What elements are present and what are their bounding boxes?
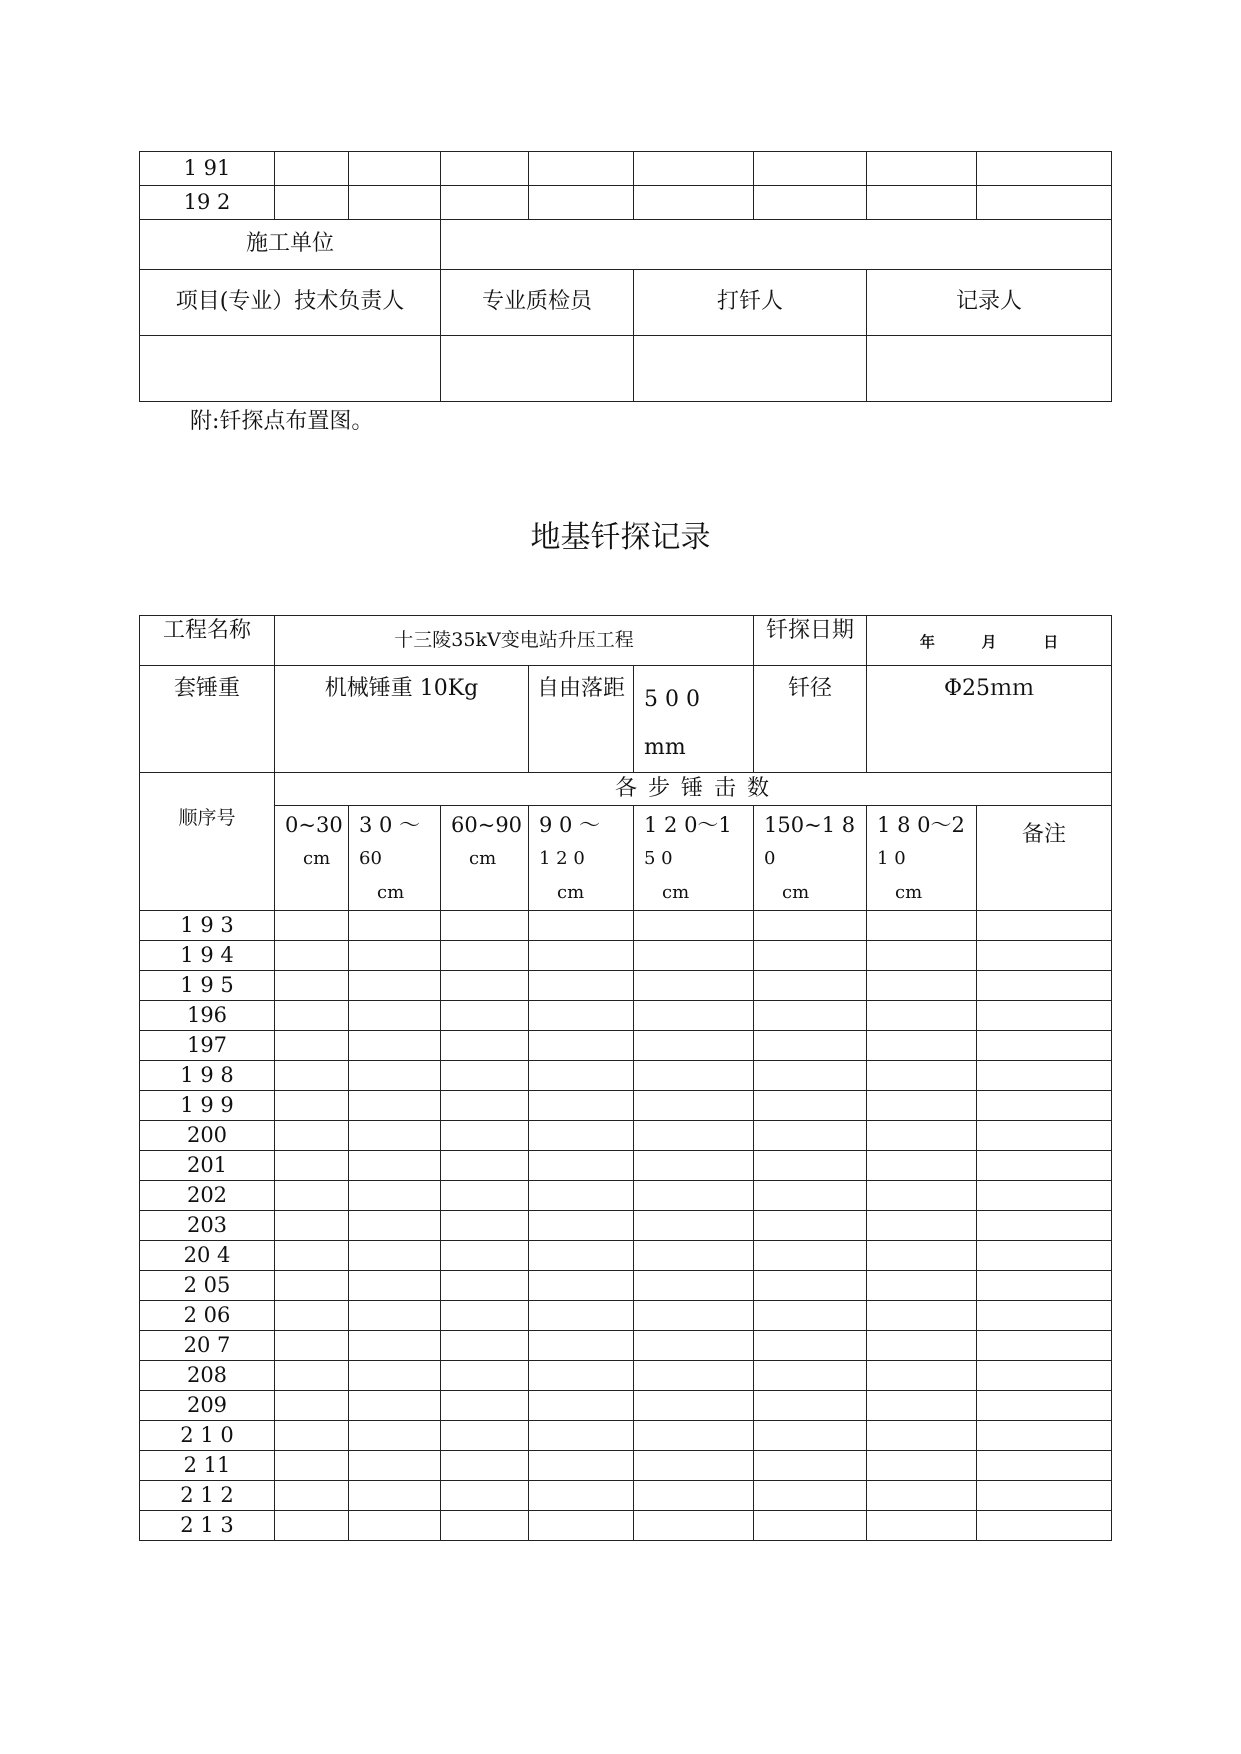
seq-cell: 1 9 9 — [140, 1091, 275, 1121]
blow-count-cell — [977, 1211, 1112, 1241]
seq-cell: 203 — [140, 1211, 275, 1241]
table-row — [140, 1451, 1112, 1481]
construction-unit-value — [441, 220, 1112, 270]
blow-count-cell — [754, 1181, 867, 1211]
blow-count-cell — [441, 1121, 529, 1151]
blow-count-cell — [634, 1361, 754, 1391]
blow-count-cell — [867, 1331, 977, 1361]
table-row — [140, 1211, 1112, 1241]
blow-count-cell — [867, 941, 977, 971]
table-row — [140, 1091, 1112, 1121]
blow-count-cell — [977, 1241, 1112, 1271]
blow-count-cell — [529, 1121, 634, 1151]
construction-unit-label: 施工单位 — [140, 220, 441, 270]
blow-count-cell — [977, 1031, 1112, 1061]
blow-count-cell — [754, 1391, 867, 1421]
blow-count-cell — [441, 1151, 529, 1181]
blow-count-cell — [349, 941, 441, 971]
blow-count-cell — [977, 1391, 1112, 1421]
blow-count-cell — [441, 1391, 529, 1421]
blow-count-cell — [634, 1451, 754, 1481]
blow-count-cell — [634, 1331, 754, 1361]
seq-cell: 2 11 — [140, 1451, 275, 1481]
blow-count-cell — [349, 1421, 441, 1451]
blow-count-cell — [529, 1271, 634, 1301]
blow-count-cell — [634, 1271, 754, 1301]
blow-count-cell — [634, 1151, 754, 1181]
free-fall-unit: mm — [644, 735, 686, 760]
blow-count-cell — [977, 1511, 1112, 1541]
blow-count-cell — [977, 1151, 1112, 1181]
blow-count-cell — [754, 1091, 867, 1121]
blow-count-cell — [275, 1271, 349, 1301]
driller-label: 打钎人 — [634, 270, 867, 336]
blow-count-cell — [275, 1151, 349, 1181]
blow-count-cell — [754, 971, 867, 1001]
blow-count-cell — [754, 941, 867, 971]
seq-cell: 1 91 — [140, 152, 275, 186]
blow-count-cell — [867, 1511, 977, 1541]
blow-count-cell — [977, 1091, 1112, 1121]
seq-cell: 196 — [140, 1001, 275, 1031]
blow-count-cell — [349, 1151, 441, 1181]
tech-lead-label: 项目(专业）技术负责人 — [140, 270, 441, 336]
depth-range-line: 0~30 — [285, 813, 343, 837]
blow-count-cell — [529, 1061, 634, 1091]
seq-cell: 20 7 — [140, 1331, 275, 1361]
depth-range-header — [441, 806, 529, 911]
blow-count-cell — [754, 1001, 867, 1031]
table-row — [140, 1421, 1112, 1451]
depth-range-line: 60~90 — [451, 813, 523, 837]
blow-count-cell — [529, 1151, 634, 1181]
remark-label: 备注 — [977, 806, 1112, 911]
depth-range-line: cm — [557, 882, 585, 903]
table-row — [140, 1481, 1112, 1511]
blow-count-cell — [977, 1421, 1112, 1451]
blow-count-cell — [529, 1181, 634, 1211]
blow-count-cell — [977, 911, 1112, 941]
table-row — [140, 1511, 1112, 1541]
blow-count-cell — [441, 1271, 529, 1301]
blow-count-cell — [634, 1181, 754, 1211]
recorder-signature — [867, 336, 1112, 402]
blow-count-cell — [529, 1241, 634, 1271]
seq-cell: 2 1 2 — [140, 1481, 275, 1511]
blow-count-cell — [977, 1181, 1112, 1211]
blow-count-cell — [275, 1301, 349, 1331]
seq-cell: 20 4 — [140, 1241, 275, 1271]
depth-range-header — [867, 806, 977, 911]
blow-count-cell — [441, 1211, 529, 1241]
table-row — [140, 152, 1112, 186]
blow-count-cell — [634, 1211, 754, 1241]
blow-count-cell — [349, 1091, 441, 1121]
blow-count-cell — [867, 1241, 977, 1271]
blow-count-cell — [275, 1331, 349, 1361]
blow-count-cell — [275, 1211, 349, 1241]
blow-count-cell — [754, 1421, 867, 1451]
blow-count-cell — [441, 1001, 529, 1031]
blow-count-cell — [529, 1361, 634, 1391]
blow-count-cell — [441, 1451, 529, 1481]
seq-cell: 200 — [140, 1121, 275, 1151]
project-name-value: 十三陵35kV变电站升压工程 — [275, 616, 754, 666]
blow-count-cell — [754, 1211, 867, 1241]
blow-counts-label: 各 步 锤 击 数 — [275, 773, 1112, 806]
blow-count-cell — [529, 1091, 634, 1121]
depth-range-line: cm — [303, 848, 331, 869]
blow-count-cell — [634, 1001, 754, 1031]
blow-count-cell — [634, 1121, 754, 1151]
blow-count-cell — [977, 941, 1112, 971]
blow-count-cell — [529, 971, 634, 1001]
blow-count-cell — [867, 1001, 977, 1031]
blow-count-cell — [441, 1091, 529, 1121]
blow-count-cell — [754, 1361, 867, 1391]
blow-count-cell — [275, 1061, 349, 1091]
probe-date-value — [867, 616, 1112, 666]
table-row — [140, 1151, 1112, 1181]
table-row — [140, 1271, 1112, 1301]
table-row — [140, 1031, 1112, 1061]
blow-count-cell — [275, 1181, 349, 1211]
blow-count-cell — [867, 971, 977, 1001]
depth-range-line: cm — [895, 882, 923, 903]
blow-count-cell — [441, 1481, 529, 1511]
table-row — [140, 1241, 1112, 1271]
blow-count-cell — [529, 1301, 634, 1331]
blow-count-cell — [349, 1361, 441, 1391]
seq-cell: 202 — [140, 1181, 275, 1211]
blow-count-cell — [349, 1481, 441, 1511]
blow-count-cell — [634, 971, 754, 1001]
depth-range-line: 150~1 8 — [764, 813, 856, 837]
probe-record-table — [139, 615, 1112, 1541]
blow-count-cell — [867, 1211, 977, 1241]
blow-count-cell — [529, 1001, 634, 1031]
blow-count-cell — [441, 1511, 529, 1541]
depth-range-line: cm — [662, 882, 690, 903]
blow-count-cell — [441, 971, 529, 1001]
blow-count-cell — [349, 1181, 441, 1211]
depth-range-line: 5 0 — [644, 848, 673, 869]
quality-inspector-label: 专业质检员 — [441, 270, 634, 336]
blow-count-cell — [754, 1451, 867, 1481]
blow-count-cell — [275, 911, 349, 941]
depth-range-line: 3 0 ～ — [359, 813, 421, 837]
seq-cell: 209 — [140, 1391, 275, 1421]
blow-count-cell — [634, 1421, 754, 1451]
blow-count-cell — [754, 1241, 867, 1271]
hammer-label: 套锤重 — [140, 666, 275, 773]
blow-count-cell — [349, 1511, 441, 1541]
blow-count-cell — [529, 1451, 634, 1481]
blow-count-cell — [754, 1331, 867, 1361]
blow-count-cell — [754, 1061, 867, 1091]
blow-count-cell — [275, 1241, 349, 1271]
quality-inspector-signature — [441, 336, 634, 402]
blow-count-cell — [754, 1301, 867, 1331]
blow-count-cell — [867, 1481, 977, 1511]
depth-range-line: cm — [377, 882, 405, 903]
table-row — [140, 911, 1112, 941]
blow-count-cell — [634, 1511, 754, 1541]
blow-count-cell — [529, 911, 634, 941]
blow-count-cell — [634, 941, 754, 971]
blow-count-cell — [634, 1391, 754, 1421]
blow-count-cell — [867, 911, 977, 941]
blow-count-cell — [275, 1451, 349, 1481]
blow-count-cell — [529, 1331, 634, 1361]
attachment-note: 附:钎探点布置图。 — [190, 409, 374, 434]
depth-range-line: 1 2 0～1 — [644, 813, 732, 837]
seq-cell: 197 — [140, 1031, 275, 1061]
blow-count-cell — [275, 1031, 349, 1061]
blow-count-cell — [349, 1121, 441, 1151]
seq-cell: 19 2 — [140, 186, 275, 220]
blow-count-cell — [754, 1151, 867, 1181]
free-fall-number: 5 0 0 — [644, 687, 700, 712]
blow-count-cell — [275, 1001, 349, 1031]
table-row — [140, 1121, 1112, 1151]
blow-count-cell — [977, 1271, 1112, 1301]
blow-count-cell — [754, 911, 867, 941]
depth-range-line: 0 — [764, 848, 776, 869]
blow-count-cell — [349, 1451, 441, 1481]
blow-count-cell — [754, 1271, 867, 1301]
depth-range-header — [349, 806, 441, 911]
blow-count-cell — [867, 1151, 977, 1181]
free-fall-value — [634, 666, 754, 773]
depth-range-line: cm — [469, 848, 497, 869]
page-title: 地基钎探记录 — [530, 520, 711, 555]
blow-count-cell — [977, 1001, 1112, 1031]
blow-count-cell — [529, 1421, 634, 1451]
blow-count-cell — [977, 1121, 1112, 1151]
blow-count-cell — [441, 911, 529, 941]
depth-range-line: 1 8 0～2 — [877, 813, 965, 837]
blow-count-cell — [529, 1391, 634, 1421]
blow-count-cell — [349, 971, 441, 1001]
blow-count-cell — [977, 1061, 1112, 1091]
blow-count-cell — [441, 1421, 529, 1451]
blow-count-cell — [529, 1211, 634, 1241]
depth-range-line: 60 — [359, 848, 382, 869]
blow-count-cell — [977, 1481, 1112, 1511]
depth-range-header — [275, 806, 349, 911]
blow-count-cell — [634, 1481, 754, 1511]
blow-count-cell — [349, 1241, 441, 1271]
free-fall-label: 自由落距 — [529, 666, 634, 773]
date-day: 日 — [1043, 632, 1059, 651]
hammer-value: 机械锤重 10Kg — [275, 666, 529, 773]
blow-count-cell — [977, 1451, 1112, 1481]
table-row — [140, 1331, 1112, 1361]
blow-count-cell — [754, 1481, 867, 1511]
depth-range-line: 1 0 — [877, 848, 906, 869]
table-row — [140, 186, 1112, 220]
blow-count-cell — [441, 1241, 529, 1271]
seq-cell: 208 — [140, 1361, 275, 1391]
seq-cell: 1 9 3 — [140, 911, 275, 941]
depth-range-line: 9 0 ～ — [539, 813, 601, 837]
table-row — [140, 1061, 1112, 1091]
date-month: 月 — [981, 632, 997, 651]
diameter-value: Φ25ｍｍ — [867, 666, 1112, 773]
blow-count-cell — [867, 1181, 977, 1211]
blow-count-cell — [349, 1211, 441, 1241]
blow-count-cell — [634, 911, 754, 941]
blow-count-cell — [867, 1391, 977, 1421]
table-row — [140, 971, 1112, 1001]
diameter-label: 钎径 — [754, 666, 867, 773]
blow-count-cell — [441, 1031, 529, 1061]
blow-count-cell — [349, 1061, 441, 1091]
seq-cell: 1 9 4 — [140, 941, 275, 971]
table-row — [140, 1361, 1112, 1391]
depth-range-line: cm — [782, 882, 810, 903]
blow-count-cell — [275, 1091, 349, 1121]
blow-count-cell — [867, 1361, 977, 1391]
blow-count-cell — [441, 1361, 529, 1391]
depth-range-line: 1 2 0 — [539, 848, 585, 869]
blow-count-cell — [441, 941, 529, 971]
blow-count-cell — [441, 1061, 529, 1091]
blow-count-cell — [349, 1301, 441, 1331]
blow-count-cell — [349, 1391, 441, 1421]
blow-count-cell — [275, 1481, 349, 1511]
seq-cell: 1 9 5 — [140, 971, 275, 1001]
blow-count-cell — [349, 1271, 441, 1301]
blow-count-cell — [529, 1031, 634, 1061]
blow-count-cell — [867, 1061, 977, 1091]
blow-count-cell — [634, 1091, 754, 1121]
tech-lead-signature — [140, 336, 441, 402]
blow-count-cell — [349, 1331, 441, 1361]
blow-count-cell — [275, 1511, 349, 1541]
blow-count-cell — [977, 1331, 1112, 1361]
blow-count-cell — [867, 1121, 977, 1151]
seq-cell: 2 1 3 — [140, 1511, 275, 1541]
blow-count-cell — [867, 1031, 977, 1061]
seq-cell: 201 — [140, 1151, 275, 1181]
blow-count-cell — [441, 1181, 529, 1211]
blow-count-cell — [754, 1121, 867, 1151]
blow-count-cell — [867, 1301, 977, 1331]
blow-count-cell — [441, 1301, 529, 1331]
blow-count-cell — [349, 1001, 441, 1031]
blow-count-cell — [529, 1511, 634, 1541]
blow-count-cell — [977, 1361, 1112, 1391]
blow-count-cell — [275, 1421, 349, 1451]
seq-cell: 2 1 0 — [140, 1421, 275, 1451]
project-name-label: 工程名称 — [140, 616, 275, 666]
seq-cell: 1 9 8 — [140, 1061, 275, 1091]
table-row — [140, 1301, 1112, 1331]
blow-count-cell — [754, 1031, 867, 1061]
blow-count-cell — [441, 1331, 529, 1361]
blow-count-cell — [634, 1241, 754, 1271]
depth-range-header — [634, 806, 754, 911]
blow-count-cell — [634, 1061, 754, 1091]
continuation-table — [139, 151, 1112, 402]
recorder-label: 记录人 — [867, 270, 1112, 336]
blow-count-cell — [867, 1451, 977, 1481]
blow-count-cell — [977, 1301, 1112, 1331]
table-row — [140, 1181, 1112, 1211]
probe-date-label: 钎探日期 — [754, 616, 867, 666]
seq-label: 顺序号 — [140, 773, 275, 911]
blow-count-cell — [275, 971, 349, 1001]
blow-count-cell — [634, 1031, 754, 1061]
blow-count-cell — [275, 1121, 349, 1151]
depth-range-header — [754, 806, 867, 911]
blow-count-cell — [754, 1511, 867, 1541]
seq-cell: 2 06 — [140, 1301, 275, 1331]
blow-count-cell — [867, 1421, 977, 1451]
blow-count-cell — [529, 1481, 634, 1511]
seq-cell: 2 05 — [140, 1271, 275, 1301]
date-year: 年 — [919, 632, 935, 651]
blow-count-cell — [275, 1391, 349, 1421]
blow-count-cell — [349, 1031, 441, 1061]
blow-count-cell — [867, 1091, 977, 1121]
blow-count-cell — [275, 941, 349, 971]
blow-count-cell — [275, 1361, 349, 1391]
blow-count-cell — [977, 971, 1112, 1001]
blow-count-cell — [349, 911, 441, 941]
blow-count-cell — [634, 1301, 754, 1331]
blow-count-cell — [867, 1271, 977, 1301]
blow-count-cell — [529, 941, 634, 971]
table-row — [140, 1391, 1112, 1421]
table-row — [140, 1001, 1112, 1031]
depth-range-header — [529, 806, 634, 911]
driller-signature — [634, 336, 867, 402]
table-row — [140, 941, 1112, 971]
